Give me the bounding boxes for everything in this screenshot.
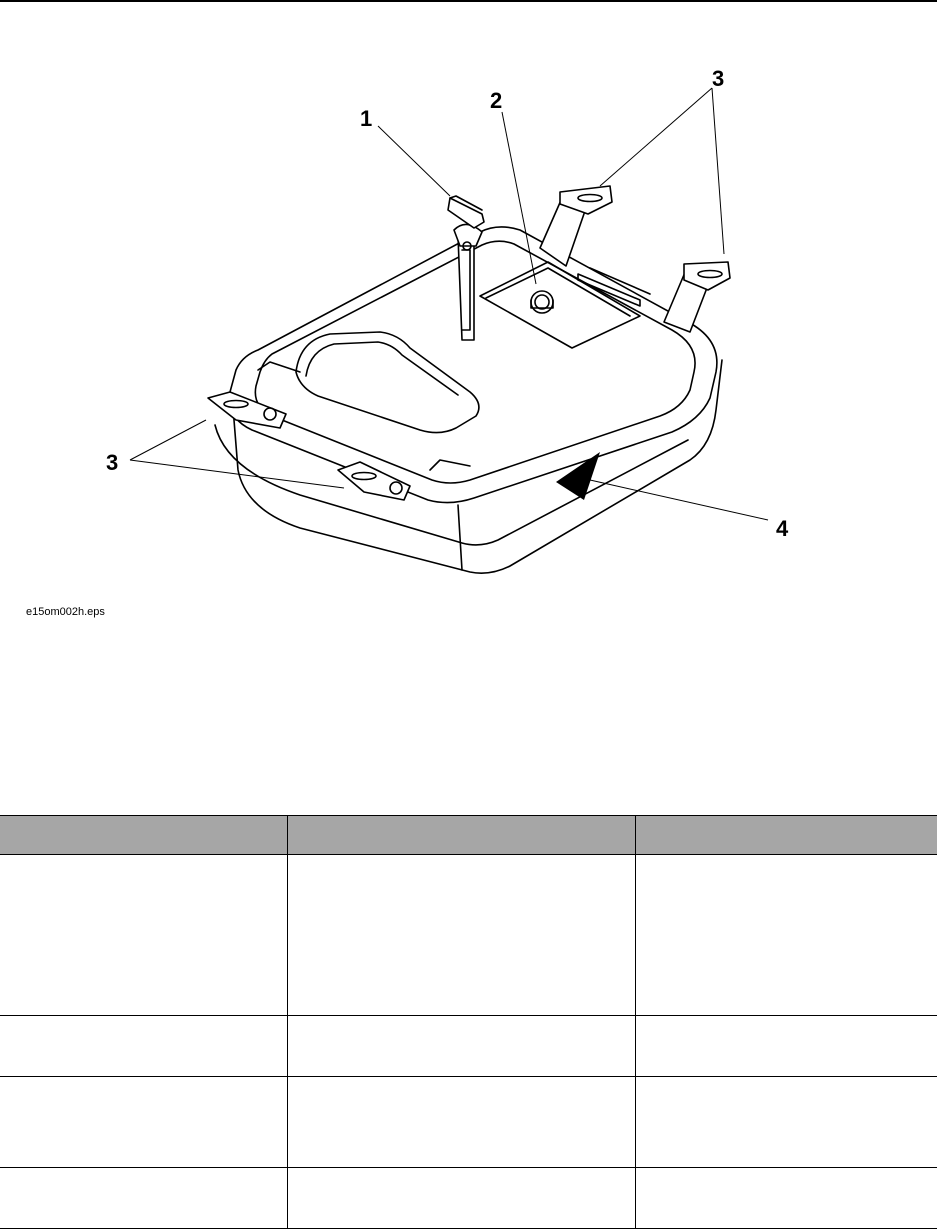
seat-underside-illustration <box>0 0 937 600</box>
table-header-cell <box>636 816 937 855</box>
table-row <box>0 1077 937 1168</box>
table-header-cell <box>288 816 636 855</box>
table-cell <box>636 1077 937 1168</box>
table-cell <box>0 1077 288 1168</box>
leader-line-3a <box>600 88 712 186</box>
leader-line-1 <box>378 126 450 196</box>
table-header-cell <box>0 816 288 855</box>
table-cell <box>288 1016 636 1077</box>
callout-1: 1 <box>360 106 373 131</box>
callout-2: 2 <box>490 88 503 113</box>
table-cell <box>0 1016 288 1077</box>
table-cell <box>0 855 288 1016</box>
callout-4: 4 <box>776 516 789 541</box>
callout-3-rear: 3 <box>712 66 725 91</box>
callout-3-front: 3 <box>106 450 119 475</box>
figure-file-id: e15om002h.eps <box>26 606 105 618</box>
table-cell <box>636 1168 937 1229</box>
table-cell <box>288 1077 636 1168</box>
table-cell <box>288 855 636 1016</box>
table-row <box>0 1016 937 1077</box>
table-header-row <box>0 816 937 855</box>
leader-line-4 <box>590 480 768 520</box>
table-row <box>0 1168 937 1229</box>
table-cell <box>0 1168 288 1229</box>
table-cell <box>636 1016 937 1077</box>
leader-line-3c <box>130 420 206 460</box>
parts-table <box>0 815 937 1229</box>
leader-line-3b <box>712 88 724 254</box>
table-cell <box>288 1168 636 1229</box>
table-row <box>0 855 937 1016</box>
table-cell <box>636 855 937 1016</box>
